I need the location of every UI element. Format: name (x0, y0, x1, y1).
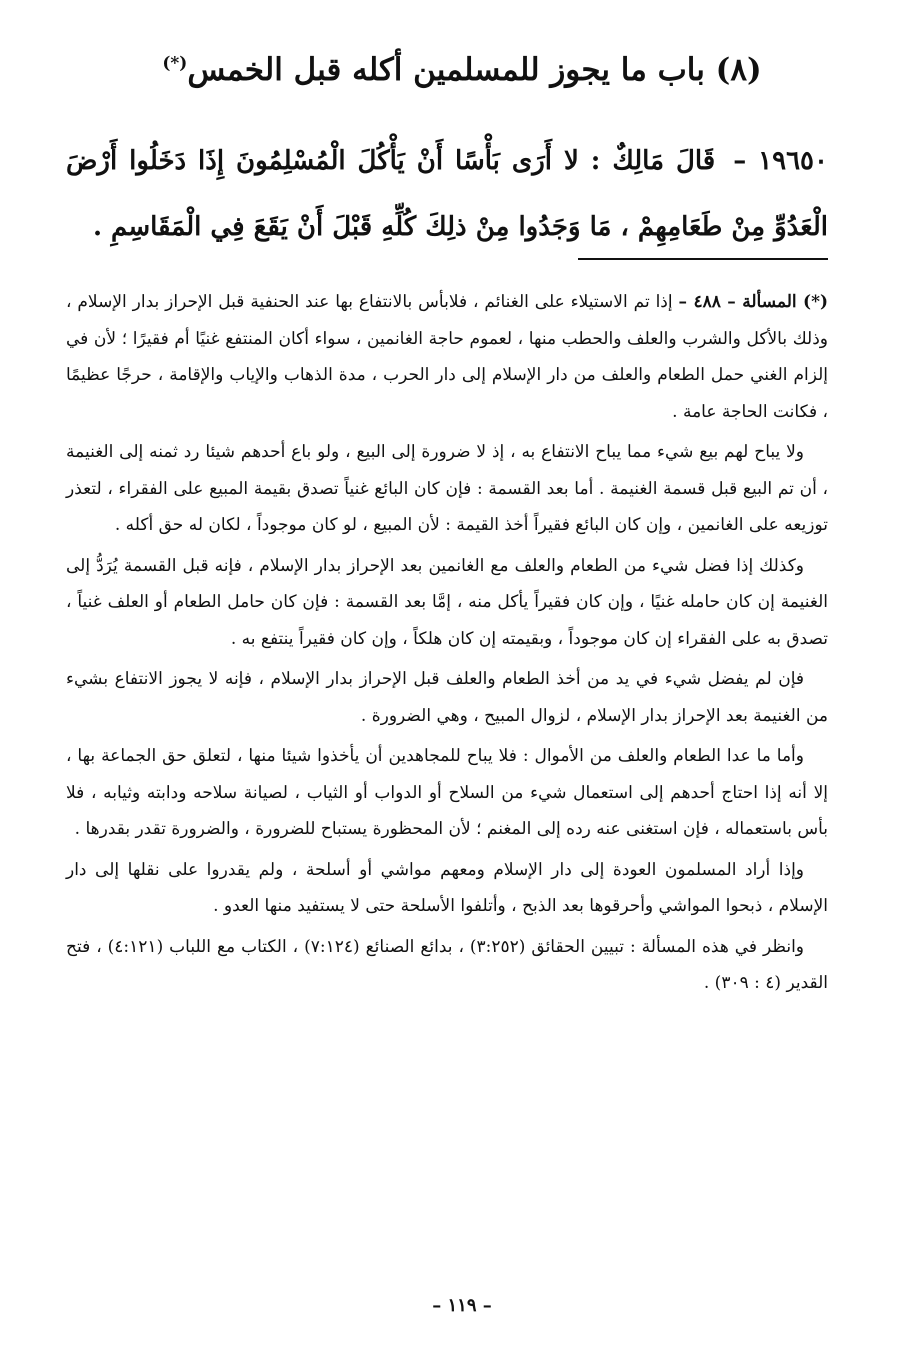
footnote-paragraph: وإذا أراد المسلمون العودة إلى دار الإسلام ومعهم مواشي أو أسلحة ، ولم يقدروا على نقلها إلى دار الإسلام ، ذبحوا المواشي وأحرقوها بعد الذبح ، وأتلفوا الأسلحة حتى لا يستفيد منها العدو . (66, 859, 828, 916)
footnote-paragraph (66, 284, 828, 430)
footnote-section (66, 284, 828, 1006)
page-number: – ١١٩ – (432, 1295, 492, 1316)
chapter-title-text: (٨) باب ما يجوز للمسلمين أكله قبل الخمس (187, 52, 762, 88)
chapter-title (0, 48, 924, 92)
footnote-paragraph: فإن لم يفضل شيء في يد من أخذ الطعام والعلف قبل الإحراز بدار الإسلام ، فإنه لا يجوز الانتفاع بشيء من الغنيمة بعد الإحراز بدار الإسلام ، لزوال المبيح ، وهي الضرورة . (66, 669, 828, 726)
footnote-marker: (*) (162, 53, 188, 74)
footnote-paragraph: ولا يباح لهم بيع شيء مما يباح الانتفاع به ، إذ لا ضرورة إلى البيع ، ولو باع أحدهم شيئا رد ثمنه إلى الغنيمة ، أن تم البيع قبل قسمة الغنيمة . أما بعد القسمة : فإن كان البائع غنياً تصدق بقيمة المبيع على الفقراء ، لتعذر توزيعه على الغانمين ، وإن كان البائع فقيراً أخذ القيمة : لأن المبيع ، لو كان موجوداً ، لكان له حق أكله . (66, 442, 828, 535)
issue-label: (*) المسألة – ٤٨٨ – (678, 292, 829, 312)
footnote-text: إذا تم الاستيلاء على الغنائم ، فلابأس بالانتفاع بها عند الحنفية قبل الإحراز بدار الإسلام ، وذلك بالأكل والشرب والعلف والحطب منها ، لعموم حاجة الغانمين ، سواء أكان المنتفع غنيًا أم فقيرًا ؛ لأن في إلزام الغني حمل الطعام والعلف من دار الإسلام إلى دار الحرب ، مدة الذهاب والإياب والإقامة ، حرجًا عظيمًا ، فكانت الحاجة عامة . (66, 292, 828, 422)
footnote-paragraph: وأما ما عدا الطعام والعلف من الأموال : فلا يباح للمجاهدين أن يأخذوا شيئا منها ، لتعلق حق الجماعة بها ، إلا أنه إذا احتاج أحدهم إلى استعمال شيء من السلاح أو الدواب أو الثياب ، لصيانة سلاحه ودابته وثيابه ، فلا بأس باستعماله ، فإن استغنى عنه رده إلى المغنم ؛ لأن المحظورة يستباح للضرورة ، والضرورة تقدر بقدرها . (66, 746, 828, 839)
references-paragraph: وانظر في هذه المسألة : تبيين الحقائق (٣:٢٥٢) ، بدائع الصنائع (٧:١٢٤) ، الكتاب مع اللباب (٤:١٢١) ، فتح القدير (٤ : ٣٠٩) . (66, 936, 828, 993)
hadith-number: ١٩٦٥٠ – (733, 146, 828, 176)
hadith-text: قَالَ مَالِكٌ : لا أَرَى بَأْسًا أَنْ يَأْكُلَ الْمُسْلِمُونَ إِذَا دَخَلُوا أَرْضَ الْعَدُوِّ مِنْ طَعَامِهِمْ ، مَا وَجَدُوا مِنْ ذلِكَ كُلِّهِ قَبْلَ أَنْ يَقَعَ فِي الْمَقَاسِمِ . (66, 146, 828, 242)
hadith-paragraph (66, 128, 828, 260)
footnote-paragraph: وكذلك إذا فضل شيء من الطعام والعلف مع الغانمين بعد الإحراز بدار الإسلام ، فإنه قبل القسمة يُرَدُّ إلى الغنيمة إن كان حامله غنيًا ، وإن كان فقيراً يأكل منه ، إمَّا بعد القسمة : فإن كان حامل الطعام أو العلف غنياً ، تصدق به على الفقراء إن كان موجوداً ، وبقيمته إن كان هلكاً ، وإن كان فقيراً ينتفع به . (66, 555, 828, 649)
footnote-separator (578, 258, 828, 260)
